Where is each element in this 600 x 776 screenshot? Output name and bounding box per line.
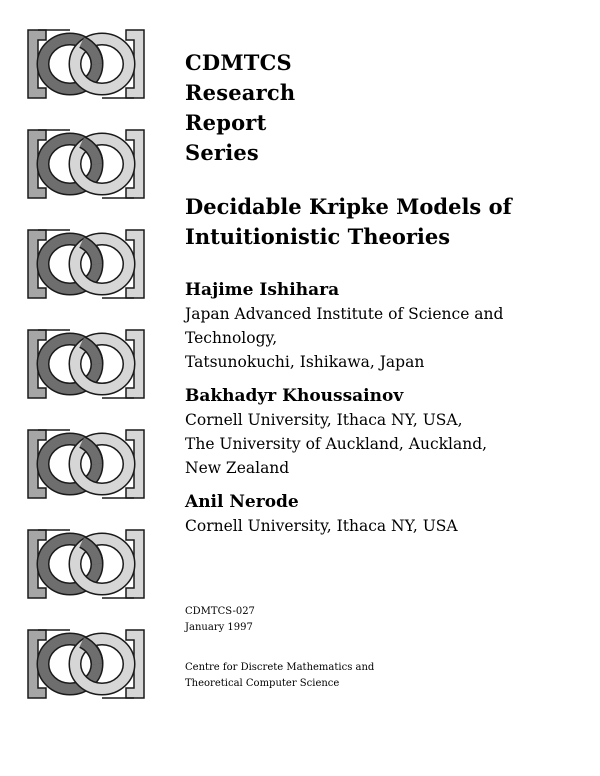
centre-name-line: Centre for Discrete Mathematics and — [185, 662, 375, 673]
report-date: January 1997 — [185, 622, 253, 633]
series-title-line: Report — [185, 110, 267, 135]
author-block — [185, 278, 585, 374]
author-list — [185, 278, 585, 538]
author-name: Hajime Ishihara — [185, 280, 340, 300]
report-meta — [185, 604, 255, 636]
author-affiliation-line: New Zealand — [185, 459, 290, 477]
paper-title — [185, 192, 585, 252]
author-affiliation-line: Cornell University, Ithaca NY, USA, — [185, 411, 463, 429]
author-affiliation-line: The University of Auckland, Auckland, — [185, 435, 488, 453]
series-title-line: Research — [185, 80, 296, 105]
author-name: Bakhadyr Khoussainov — [185, 386, 404, 406]
author-block — [185, 490, 585, 538]
cdmtcs-interlocking-rings-icon — [24, 424, 148, 504]
series-title-line: Series — [185, 140, 259, 165]
centre-name-line: Theoretical Computer Science — [185, 678, 340, 689]
cdmtcs-interlocking-rings-icon — [24, 624, 148, 704]
cdmtcs-interlocking-rings-icon — [24, 224, 148, 304]
cdmtcs-interlocking-rings-icon — [24, 124, 148, 204]
report-number: CDMTCS-027 — [185, 606, 255, 617]
content — [185, 48, 585, 548]
series-title — [185, 48, 585, 168]
series-title-line: CDMTCS — [185, 50, 292, 75]
logo-column — [24, 24, 148, 704]
author-block — [185, 384, 585, 480]
author-affiliation-line: Tatsunokuchi, Ishikawa, Japan — [185, 353, 425, 371]
paper-title-line: Intuitionistic Theories — [185, 224, 451, 249]
centre-name — [185, 660, 374, 692]
cdmtcs-interlocking-rings-icon — [24, 324, 148, 404]
paper-title-line: Decidable Kripke Models of — [185, 194, 512, 219]
author-affiliation-line: Cornell University, Ithaca NY, USA — [185, 517, 458, 535]
author-affiliation-line: Technology, — [185, 329, 278, 347]
author-affiliation-line: Japan Advanced Institute of Science and — [185, 305, 504, 323]
cdmtcs-interlocking-rings-icon — [24, 524, 148, 604]
cdmtcs-interlocking-rings-icon — [24, 24, 148, 104]
author-name: Anil Nerode — [185, 492, 299, 512]
